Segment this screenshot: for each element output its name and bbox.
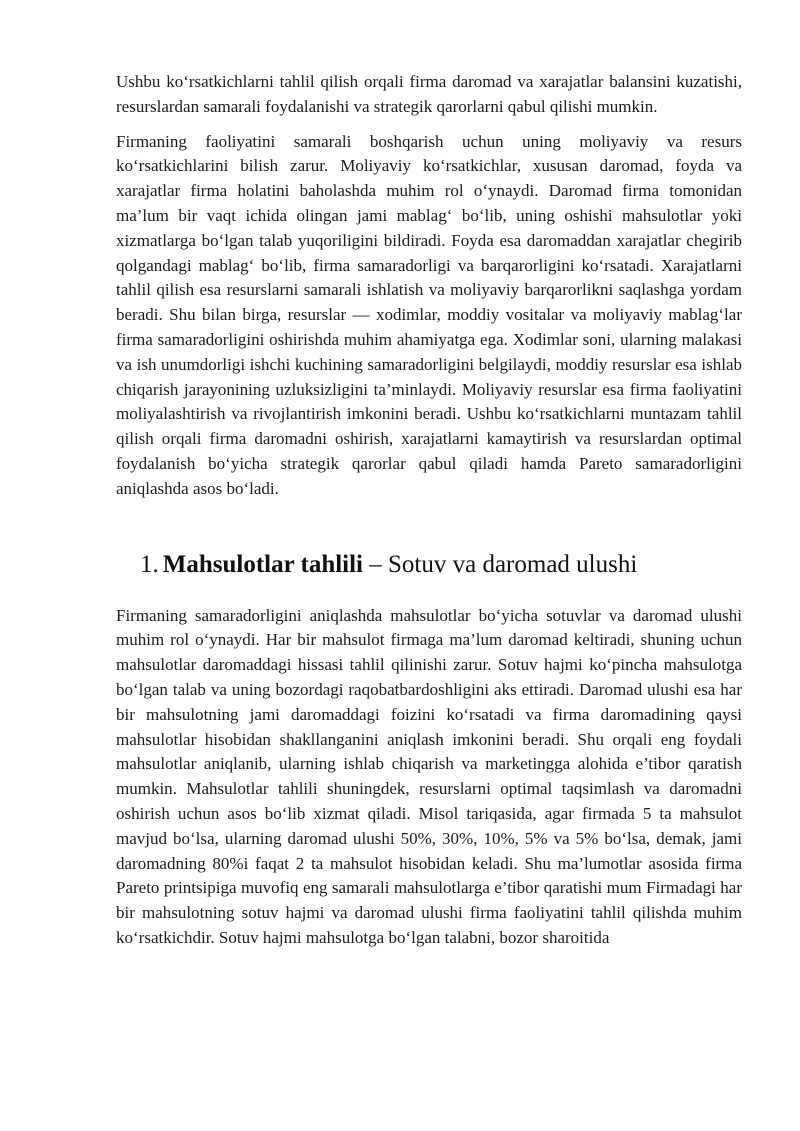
section-heading (116, 548, 742, 582)
section-number: 1. (140, 550, 159, 578)
paragraph-intro: Ushbu ko‘rsatkichlarni tahlil qilish orqali firma daromad va xarajatlar balansini kuzatishi, resurslardan samarali foydalanishi va strategik qarorlarni qabul qilishi mumkin. (116, 72, 742, 116)
document-page (116, 70, 742, 951)
section-title-bold: Mahsulotlar tahlili (162, 550, 364, 578)
paragraph-financial-indicators: Firmaning faoliyatini samarali boshqarish uchun uning moliyaviy va resurs ko‘rsatkichlarini bilish zarur. Moliyaviy ko‘rsatkichlar, xususan daromad, foyda va xarajatlar firma holatini baholashda muhim rol o‘ynaydi. Daromad firma tomonidan ma’lum bir vaqt ichida olingan jami mablag‘ bo‘lib, uning oshishi mahsulotlar yoki xizmatlarga bo‘lgan talab yuqoriligini bildiradi. Foyda esa daromaddan xarajatlar chegirib qolgandagi mablag‘ bo‘lib, firma samaradorligi va barqarorligini ko‘rsatadi. Xarajatlarni tahlil qilish esa resurslarni samarali ishlatish va moliyaviy barqarorlikni saqlashga yordam beradi. Shu bilan birga, resurslar — xodimlar, moddiy vositalar va moliyaviy mablag‘lar firma samaradorligini oshirishda muhim ahamiyatga ega. Xodimlar soni, ularning malakasi va ish unumdorligi ishchi kuchining samaradorligini belgilaydi, moddiy resurslar esa ishlab chiqarish jarayonining uzluksizligini ta’minlaydi. Moliyaviy resurslar esa firma faoliyatini moliyalashtirish va rivojlantirish imkonini beradi. Ushbu ko‘rsatkichlarni muntazam tahlil qilish orqali firma daromadni oshirish, xarajatlarni kamaytirish va resurslardan optimal foydalanish bo‘yicha strategik qarorlar qabul qiladi hamda Pareto samaradorligini aniqlashda asos bo‘ladi. (116, 131, 742, 498)
section-title-rest: – Sotuv va daromad ulushi (363, 550, 638, 578)
paragraph-product-analysis: Firmaning samaradorligini aniqlashda mahsulotlar bo‘yicha sotuvlar va daromad ulushi muhim rol o‘ynaydi. Har bir mahsulot firmaga ma’lum daromad keltiradi, shuning uchun mahsulotlar daromaddagi hissasi tahlil qilinishi zarur. Sotuv hajmi ko‘pincha mahsulotga bo‘lgan talab va uning bozordagi raqobatbardoshligini aks ettiradi. Daromad ulushi esa har bir mahsulotning jami daromaddagi foizini ko‘rsatadi va firma daromadining qaysi mahsulotlar hisobidan shakllanganini aniqlash imkonini beradi. Shu orqali eng foydali mahsulotlar aniqlanib, ularning ishlab chiqarish va marketingga alohida e’tibor qaratish mumkin. Mahsulotlar tahlili shuningdek, resurslarni optimal taqsimlash va daromadni oshirish uchun asos bo‘lib xizmat qiladi. Misol tariqasida, agar firmada 5 ta mahsulot mavjud bo‘lsa, ularning daromad ulushi 50%, 30%, 10%, 5% va 5% bo‘lsa, demak, jami daromadning 80%i faqat 2 ta mahsulot hisobidan keladi. Shu ma’lumotlar asosida firma Pareto printsipiga muvofiq eng samarali mahsulotlarga e’tibor qaratishi mum Firmadagi har bir mahsulotning sotuv hajmi va daromad ulushi firma faoliyatini tahlil qilishda muhim ko‘rsatkichdir. Sotuv hajmi mahsulotga bo‘lgan talabni, bozor sharoitida (116, 605, 742, 947)
